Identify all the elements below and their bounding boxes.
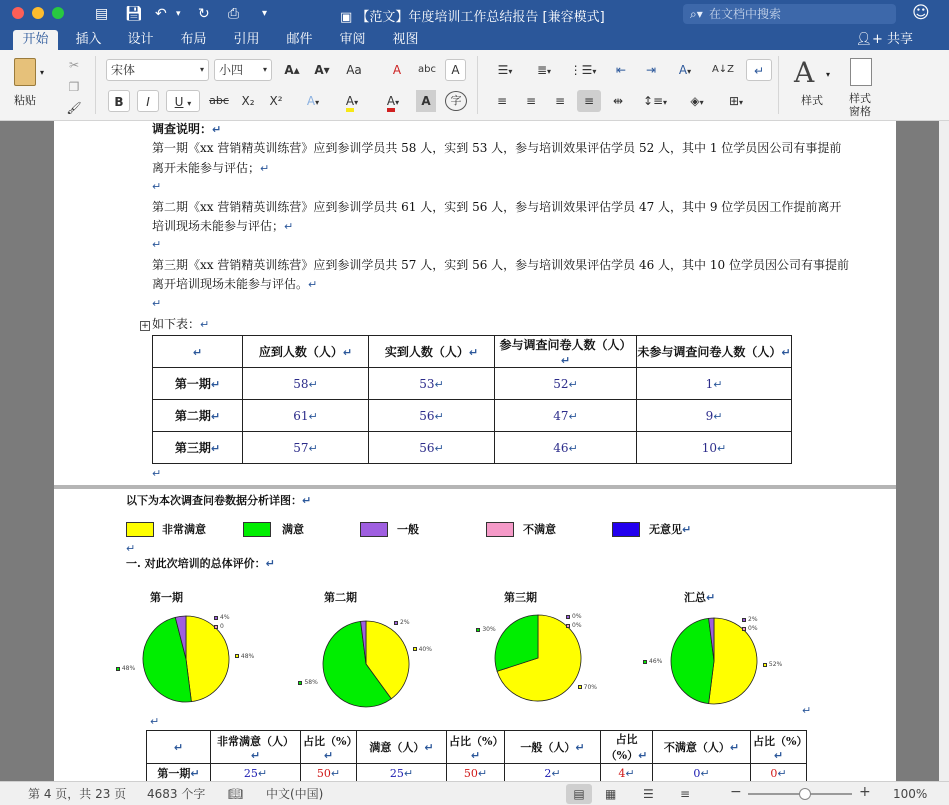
paragraph-mark: ↵ <box>152 467 162 480</box>
paragraph-mark: ↵ <box>152 180 162 193</box>
pie-label-text: 0% <box>748 625 758 632</box>
zoom-level[interactable]: 100% <box>893 787 928 801</box>
pie-label-swatch <box>413 647 417 651</box>
pie-data-label <box>298 679 317 686</box>
table-row-label[interactable]: 第一期↵ <box>147 764 211 782</box>
table-cell[interactable]: 53↵ <box>369 368 495 400</box>
undo-icon[interactable]: ↶ <box>155 6 167 22</box>
phonetic-guide-button[interactable]: abc <box>418 64 436 75</box>
chart-title: 汇总↵ <box>684 591 716 604</box>
pie-label-swatch <box>566 615 570 619</box>
table-header-cell[interactable]: 未参与调查问卷人数（人）↵ <box>637 336 792 368</box>
minimize-window-button[interactable] <box>32 7 44 19</box>
tab-mailings[interactable]: 邮件 <box>286 32 313 47</box>
table-header-row <box>153 336 792 368</box>
table-cell[interactable]: 57↵ <box>243 432 369 464</box>
table-cell[interactable]: 56↵ <box>369 432 495 464</box>
table-row <box>153 400 792 432</box>
pie-label-swatch <box>476 628 480 632</box>
pie-data-label <box>394 619 410 626</box>
shading-icon[interactable]: ◈▾ <box>690 94 704 108</box>
chevron-down-icon: ▾ <box>199 65 204 74</box>
close-window-button[interactable] <box>12 7 24 19</box>
web-layout-view-icon[interactable]: ▦ <box>605 787 617 801</box>
legend-label: 非常满意 <box>162 523 206 536</box>
paragraph-mark: ↵ <box>126 542 136 555</box>
font-color-button[interactable]: A▾ <box>374 90 412 112</box>
paragraph-mark: ↵ <box>802 704 812 717</box>
save-icon[interactable]: 💾︎ <box>125 6 143 22</box>
pie-label-swatch <box>566 624 570 628</box>
tab-design[interactable]: 设计 <box>127 32 154 47</box>
pie-label-text: 2% <box>748 616 758 623</box>
underline-button[interactable]: U ▾ <box>166 90 200 112</box>
page <box>54 489 896 781</box>
pie-data-label <box>742 625 758 632</box>
search-input[interactable]: ⌕▾ 在文档中搜索 <box>683 4 896 24</box>
pie-label-swatch <box>643 660 647 664</box>
doc-icon: ▣ <box>340 10 357 25</box>
table-header-cell[interactable]: 实到人数（人）↵ <box>369 336 495 368</box>
distributed-icon[interactable]: ⇹ <box>612 94 624 108</box>
table-row-label[interactable]: 第三期↵ <box>153 432 243 464</box>
table-header-cell[interactable]: 占比（%）↵ <box>301 731 357 764</box>
legend-label: 不满意 <box>523 523 556 536</box>
text-effects-button[interactable]: A▾ <box>306 94 320 108</box>
table-cell[interactable]: 1↵ <box>637 368 792 400</box>
change-case-button[interactable]: Aa <box>346 63 362 77</box>
table-row <box>147 764 807 782</box>
document-title: ▣ 【范文】年度培训工作总结报告 [兼容模式] <box>340 10 605 25</box>
tab-layout[interactable]: 布局 <box>180 32 207 47</box>
legend-swatch-dissatisfied <box>486 522 514 537</box>
italic-button[interactable]: I <box>137 90 159 112</box>
table-move-handle-icon[interactable]: + <box>141 321 149 331</box>
sort-icon[interactable]: A↓Z <box>711 64 735 75</box>
table-row <box>153 432 792 464</box>
tab-view[interactable]: 视图 <box>392 32 419 47</box>
table-cell[interactable]: 58↵ <box>243 368 369 400</box>
chevron-down-icon: ▾ <box>315 98 320 107</box>
paragraph: 离开培训现场未能参与评估。↵ <box>152 277 318 291</box>
word-count-status[interactable]: 4683 个字 <box>147 787 206 801</box>
align-center-icon[interactable]: ≡ <box>525 94 537 108</box>
table-header-cell[interactable]: ↵ <box>153 336 243 368</box>
legend-label: 一般 <box>397 523 419 536</box>
pie-data-label <box>566 622 582 629</box>
zoom-in-icon[interactable]: + <box>859 784 871 800</box>
paragraph-mark: ↵ <box>150 715 160 728</box>
decrease-indent-icon[interactable]: ⇤ <box>615 63 627 77</box>
outline-view-icon[interactable]: ☰ <box>643 787 654 801</box>
align-left-icon[interactable]: ≡ <box>496 94 508 108</box>
paragraph: 以下为本次调查问卷数据分析详图：↵ <box>126 494 312 507</box>
pie-label-text: 0% <box>572 622 582 629</box>
paragraph: 如下表：↵ <box>152 317 210 331</box>
pie-label-swatch <box>394 621 398 625</box>
pie-data-label <box>116 665 135 672</box>
ribbon-tabs <box>0 28 949 50</box>
clear-formatting-button[interactable]: A <box>392 63 402 77</box>
table-cell[interactable]: 25↵ <box>211 764 301 782</box>
table-header-cell[interactable]: ↵ <box>147 731 211 764</box>
chevron-down-icon: ▾ <box>354 98 359 107</box>
table-header-cell[interactable]: 占比（%）↵ <box>601 731 653 764</box>
pie-data-label <box>235 653 254 660</box>
divider <box>477 56 478 114</box>
pie-data-label <box>566 613 582 620</box>
pie-data-label <box>214 614 230 621</box>
table-cell[interactable]: 2↵ <box>505 764 601 782</box>
table-header-cell[interactable]: 占比（%）↵ <box>751 731 807 764</box>
styles-pane-icon <box>850 58 872 86</box>
page-count-status[interactable]: 第 4 页，共 23 页 <box>28 787 127 801</box>
styles-icon: A <box>794 56 815 89</box>
chevron-down-icon: ▾ <box>395 98 400 107</box>
draft-view-icon[interactable]: ≡ <box>680 787 691 801</box>
proofing-icon[interactable]: 📖︎ <box>228 787 244 801</box>
clipboard-icon <box>14 58 36 86</box>
legend-swatch-satisfied <box>243 522 271 537</box>
table-row-label[interactable]: 第一期↵ <box>153 368 243 400</box>
pie-data-label <box>763 661 782 668</box>
pie-label-text: 2% <box>400 619 410 626</box>
pie-data-label <box>742 616 758 623</box>
text-direction-icon[interactable]: A▾ <box>678 63 692 77</box>
table-cell[interactable]: 61↵ <box>243 400 369 432</box>
pie-label-swatch <box>214 625 218 629</box>
search-icon: ⌕▾ <box>690 7 703 21</box>
align-right-icon[interactable]: ≡ <box>554 94 566 108</box>
table-row-label[interactable]: 第二期↵ <box>153 400 243 432</box>
styles-pane-label: 样式 窗格 <box>849 92 871 118</box>
pie-data-label <box>214 623 224 630</box>
tab-home[interactable]: 开始 <box>13 30 58 50</box>
pie-label-text: 58% <box>304 679 318 687</box>
table-cell[interactable]: 25↵ <box>357 764 447 782</box>
zoom-slider[interactable] <box>748 793 852 795</box>
line-spacing-icon[interactable]: ↕≡▾ <box>642 94 668 108</box>
divider <box>778 56 779 114</box>
font-name-select[interactable]: 宋体 ▾ <box>106 59 209 81</box>
pie-label-text: 0 <box>220 623 224 630</box>
pie-label-text: 48% <box>240 652 255 660</box>
pie-slice <box>671 618 714 703</box>
justify-icon[interactable]: ≡ <box>577 90 601 112</box>
pie-label-swatch <box>235 654 239 658</box>
table-header-cell[interactable]: 占比（%）↵ <box>447 731 505 764</box>
undo-dropdown-icon[interactable]: ▾ <box>176 9 181 19</box>
subscript-button[interactable]: X₂ <box>241 94 255 108</box>
table-cell[interactable]: 46↵ <box>495 432 637 464</box>
cut-icon[interactable]: ✂ <box>68 58 80 72</box>
paragraph-mark: ↵ <box>152 297 162 310</box>
styles-button[interactable] <box>788 56 836 114</box>
table-cell[interactable]: 4↵ <box>601 764 653 782</box>
pie-label-swatch <box>742 618 746 622</box>
character-shading-button[interactable]: A <box>416 90 436 112</box>
vertical-scrollbar[interactable] <box>939 121 949 781</box>
highlight-button[interactable]: A▾ <box>333 90 371 112</box>
zoom-slider-thumb[interactable] <box>799 788 811 800</box>
pie-label-swatch <box>116 667 120 671</box>
multilevel-list-icon[interactable]: ⋮☰▾ <box>569 63 597 77</box>
superscript-button[interactable]: X² <box>269 94 283 108</box>
table-cell[interactable]: 0↵ <box>751 764 807 782</box>
increase-indent-icon[interactable]: ⇥ <box>645 63 657 77</box>
table-cell[interactable]: 9↵ <box>637 400 792 432</box>
table-cell[interactable]: 50↵ <box>447 764 505 782</box>
chart-title: 第三期 <box>504 591 537 604</box>
legend-swatch-average <box>360 522 388 537</box>
title-bar <box>0 0 949 28</box>
pie-data-label <box>578 684 597 691</box>
table-header-cell[interactable]: 满意（人）↵ <box>357 731 447 764</box>
pie-label-swatch <box>742 627 746 631</box>
shrink-font-button[interactable]: A▾ <box>314 63 330 77</box>
feedback-smiley-icon[interactable]: ☺ <box>912 3 930 23</box>
show-marks-icon[interactable]: ↵ <box>746 59 772 81</box>
paste-dropdown-icon: ▾ <box>40 68 45 77</box>
table-header-row <box>147 731 807 764</box>
ribbon <box>0 50 949 121</box>
paragraph: 第一期《xx 营销精英训练营》应到参训学员共 58 人，实到 53 人，参与培训效果评估学员 52 人，其中 1 位学员因公司有事提前 <box>152 141 842 155</box>
table-header-cell[interactable]: 参与调查问卷人数（人）↵ <box>495 336 637 368</box>
pie-label-text: 40% <box>418 645 432 653</box>
pie-label-text: 4% <box>220 614 230 621</box>
legend-swatch-no-opinion <box>612 522 640 537</box>
pie-label-text: 0% <box>572 613 582 620</box>
print-icon[interactable]: ⎙ <box>228 6 240 22</box>
pie-data-label <box>413 646 432 653</box>
table-cell[interactable]: 10↵ <box>637 432 792 464</box>
table-header-cell[interactable]: 一般（人）↵ <box>505 731 601 764</box>
paragraph: 离开未能参与评估；↵ <box>152 161 270 175</box>
customize-toolbar-icon[interactable]: ▾ <box>262 8 268 19</box>
font-size-select[interactable]: 小四 ▾ <box>214 59 272 81</box>
character-border-button[interactable]: A <box>445 59 466 81</box>
table-cell[interactable]: 0↵ <box>653 764 751 782</box>
pie-label-swatch <box>763 663 767 667</box>
chart-title: 第一期 <box>150 591 183 604</box>
legend-label: 满意 <box>282 523 304 536</box>
format-painter-icon[interactable]: 🖌︎ <box>66 101 82 115</box>
sidebar-toggle-icon[interactable]: ▤ <box>95 6 109 22</box>
language-status[interactable]: 中文(中国) <box>266 787 324 801</box>
styles-label: 样式 <box>801 94 823 107</box>
table-header-cell[interactable]: 应到人数（人）↵ <box>243 336 369 368</box>
add-person-icon: 👤︎+ <box>855 32 887 47</box>
pie-label-text: 46% <box>649 658 663 665</box>
styles-pane-button[interactable] <box>842 56 882 118</box>
table-header-cell[interactable]: 不满意（人）↵ <box>653 731 751 764</box>
copy-icon[interactable]: ❐ <box>68 80 80 94</box>
document-area[interactable] <box>0 121 949 781</box>
bullets-icon[interactable]: ☰▾ <box>497 63 513 77</box>
numbering-icon[interactable]: ≣▾ <box>536 63 552 77</box>
section-heading: 调查说明：↵ <box>152 122 222 136</box>
divider <box>95 56 96 114</box>
chevron-down-icon: ▾ <box>187 99 192 108</box>
pie-label-swatch <box>298 681 302 685</box>
legend-label: 无意见↵ <box>649 523 692 536</box>
paragraph: 第二期《xx 营销精英训练营》应到参训学员共 61 人，实到 56 人，参与培训效果评估学员 47 人，其中 9 位学员因工作提前离开 <box>152 200 842 214</box>
table-row <box>153 368 792 400</box>
paste-label: 粘贴 <box>14 94 36 107</box>
legend-swatch-very-satisfied <box>126 522 154 537</box>
pie-label-text: 30% <box>482 626 496 634</box>
pie-label-text: 48% <box>121 665 136 673</box>
bold-button[interactable]: B <box>108 90 130 112</box>
redo-icon[interactable]: ↻ <box>198 6 210 22</box>
page <box>54 121 896 485</box>
table-cell[interactable]: 56↵ <box>369 400 495 432</box>
borders-icon[interactable]: ⊞▾ <box>728 94 744 108</box>
paragraph-mark: ↵ <box>152 238 162 251</box>
section-heading: 一. 对此次培训的总体评价：↵ <box>126 557 275 570</box>
paragraph: 第三期《xx 营销精英训练营》应到参训学员共 57 人，实到 56 人，参与培训效果评估学员 46 人，其中 10 位学员因公司有事提前 <box>152 258 849 272</box>
status-bar <box>0 781 949 805</box>
share-button[interactable]: 👤︎+ 共享 <box>855 32 913 47</box>
pie-label-text: 52% <box>768 661 783 669</box>
chevron-down-icon: ▾ <box>262 65 267 74</box>
paste-button[interactable] <box>8 56 48 114</box>
tab-insert[interactable]: 插入 <box>75 32 102 47</box>
table-cell[interactable]: 50↵ <box>301 764 357 782</box>
pie-label-swatch <box>214 616 218 620</box>
grow-font-button[interactable]: A▴ <box>284 63 300 77</box>
table-cell[interactable]: 52↵ <box>495 368 637 400</box>
print-layout-view-icon[interactable]: ▤ <box>566 784 592 804</box>
pie-data-label <box>476 626 495 633</box>
pie-label-swatch <box>578 685 582 689</box>
paragraph: 培训现场未能参与评估；↵ <box>152 219 294 233</box>
attendance-table <box>152 335 792 464</box>
strikethrough-button[interactable]: abc <box>209 94 229 107</box>
table-cell[interactable]: 47↵ <box>495 400 637 432</box>
tab-review[interactable]: 审阅 <box>339 32 366 47</box>
zoom-out-icon[interactable]: − <box>730 784 742 800</box>
pie-data-label <box>643 658 662 665</box>
evaluation-table <box>146 730 807 781</box>
enclose-characters-button[interactable]: 字 <box>445 91 467 111</box>
chevron-down-icon: ▾ <box>826 70 831 79</box>
pie-label-text: 70% <box>583 683 597 691</box>
chart-title: 第二期 <box>324 591 357 604</box>
tab-references[interactable]: 引用 <box>233 32 260 47</box>
zoom-window-button[interactable] <box>52 7 64 19</box>
table-header-cell[interactable]: 非常满意（人）↵ <box>211 731 301 764</box>
